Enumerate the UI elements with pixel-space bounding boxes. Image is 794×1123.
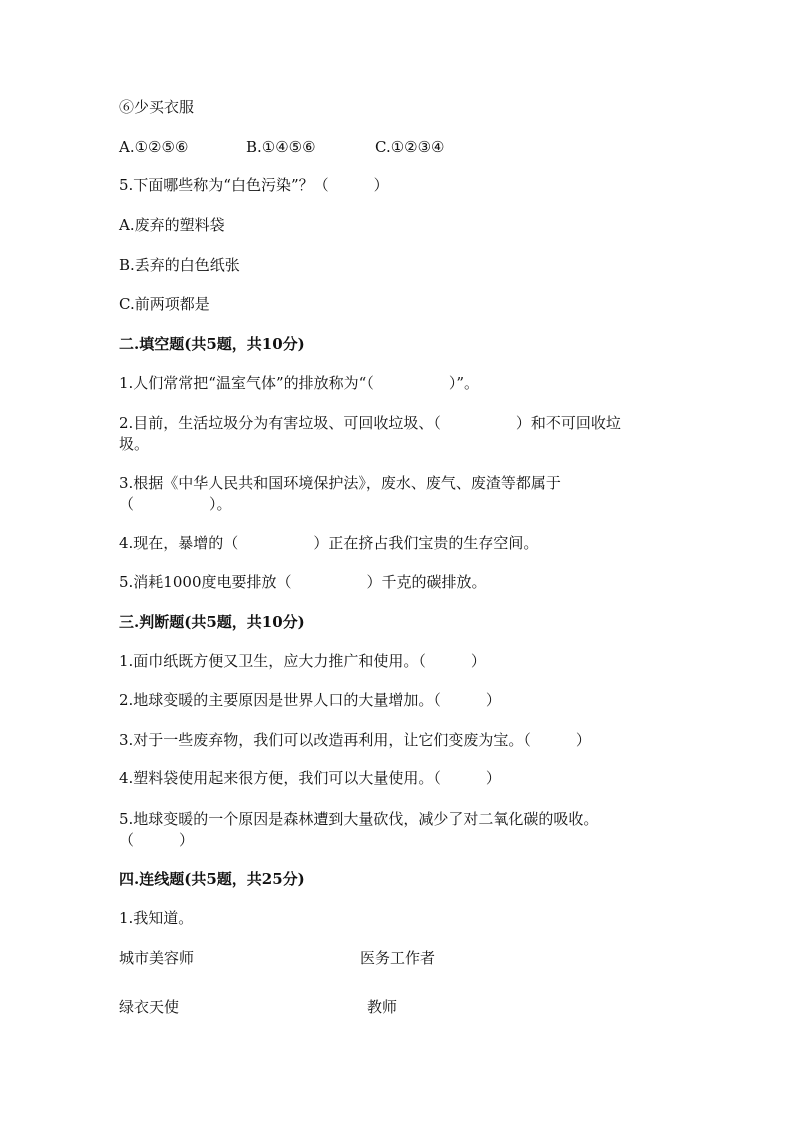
q4-option-c: C.①②③④ bbox=[375, 138, 445, 156]
q5-option-c: C.前两项都是 bbox=[119, 295, 210, 313]
fill-blank-2-line1: 2.目前，生活垃圾分为有害垃圾、可回收垃圾、（ ）和不可回收垃 bbox=[119, 414, 621, 432]
fill-blank-2-line2: 圾。 bbox=[119, 435, 150, 453]
fill-blank-3-line2: （ ）。 bbox=[119, 495, 232, 513]
fill-blank-1: 1.人们常常把“温室气体”的排放称为“（ ）”。 bbox=[119, 374, 479, 392]
section-4-heading: 四.连线题(共5题，共25分) bbox=[119, 870, 305, 888]
fill-blank-3-line1: 3.根据《中华人民共和国环境保护法》，废水、废气、废渣等都属于 bbox=[119, 474, 561, 492]
judge-5-line1: 5.地球变暖的一个原因是森林遭到大量砍伐，减少了对二氧化碳的吸收。 bbox=[119, 810, 599, 828]
q5-option-a: A.废弃的塑料袋 bbox=[119, 216, 225, 234]
match-1-stem: 1.我知道。 bbox=[119, 909, 194, 927]
section-2-heading: 二.填空题(共5题，共10分) bbox=[119, 335, 305, 353]
q5-option-b: B.丢弃的白色纸张 bbox=[119, 256, 240, 274]
judge-2: 2.地球变暖的主要原因是世界人口的大量增加。（ ） bbox=[119, 691, 501, 709]
match-left-item: 绿衣天使 bbox=[119, 998, 180, 1016]
match-right-item: 医务工作者 bbox=[360, 949, 436, 967]
match-left-item: 城市美容师 bbox=[119, 949, 195, 967]
section-3-heading: 三.判断题(共5题，共10分) bbox=[119, 613, 305, 631]
q5-stem: 5.下面哪些称为“白色污染”？（ ） bbox=[119, 176, 389, 194]
q4-option-b: B.①④⑤⑥ bbox=[246, 138, 316, 156]
judge-5-line2: （ ） bbox=[119, 831, 195, 849]
fill-blank-4: 4.现在，暴增的（ ）正在挤占我们宝贵的生存空间。 bbox=[119, 534, 539, 552]
q4-option-a: A.①②⑤⑥ bbox=[119, 138, 189, 156]
match-right-item: 教师 bbox=[367, 998, 398, 1016]
q4-item-6: ⑥少买衣服 bbox=[119, 98, 195, 116]
fill-blank-5: 5.消耗1000度电要排放（ ）千克的碳排放。 bbox=[119, 573, 487, 591]
judge-3: 3.对于一些废弃物，我们可以改造再利用，让它们变废为宝。（ ） bbox=[119, 731, 591, 749]
judge-4: 4.塑料袋使用起来很方便，我们可以大量使用。（ ） bbox=[119, 769, 501, 787]
judge-1: 1.面巾纸既方便又卫生，应大力推广和使用。（ ） bbox=[119, 652, 486, 670]
